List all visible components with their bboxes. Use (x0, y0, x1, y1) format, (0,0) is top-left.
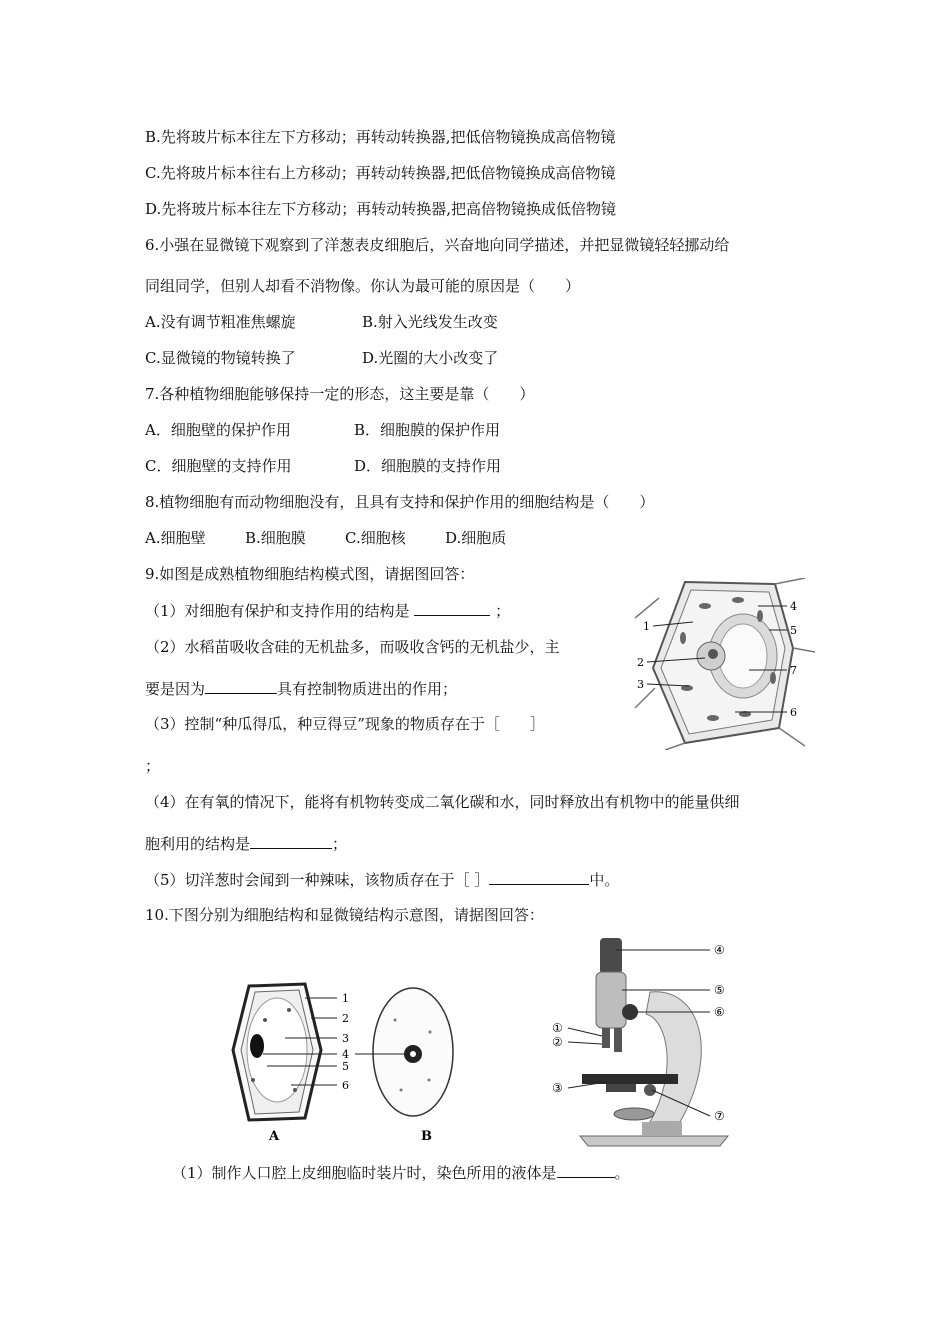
q9-part1-blank[interactable] (414, 600, 490, 616)
q10-part1-end: 。 (614, 1164, 630, 1182)
q7-option-a: A．细胞壁的保护作用 (145, 421, 291, 439)
cell-label-5: 5 (342, 1060, 349, 1073)
cell-label-3: 3 (342, 1032, 349, 1045)
q7-option-d: D．细胞膜的支持作用 (354, 457, 502, 475)
q9-stem: 9.如图是成熟植物细胞结构模式图，请据图回答： (145, 565, 475, 583)
plant-label-1: 1 (643, 620, 650, 633)
q9-part1-text: （1）对细胞有保护和支持作用的结构是 (145, 602, 410, 620)
cell-label-6: 6 (342, 1079, 349, 1092)
q6-stem-line1: 6.小强在显微镜下观察到了洋葱表皮细胞后，兴奋地向同学描述，并把显微镜轻轻挪动给 (145, 236, 730, 254)
micro-label-5: ⑤ (714, 983, 725, 997)
q10-part1-blank[interactable] (557, 1162, 615, 1178)
q9-part2-lead: 要是因为 (145, 680, 206, 698)
cell-a-caption: A (269, 1129, 280, 1144)
cell-label-1: 1 (342, 992, 349, 1005)
q8-stem: 8.植物细胞有而动物细胞没有，且具有支持和保护作用的细胞结构是（ ） (145, 493, 655, 511)
q8-option-b: B.细胞膜 (245, 529, 306, 547)
q9-part5-end: 中。 (589, 871, 620, 889)
q9-part1-end: ； (495, 602, 511, 620)
plant-label-6: 6 (790, 706, 797, 719)
q5-option-c: C.先将玻片标本往右上方移动；再转动转换器,把低倍物镜换成高倍物镜 (145, 164, 616, 182)
q9-part2-line2 (145, 678, 457, 699)
cell-label-2: 2 (342, 1012, 349, 1025)
q7-option-c: C．细胞壁的支持作用 (145, 457, 292, 475)
q9-part4-line1: （4）在有氧的情况下，能将有机物转变成二氧化碳和水，同时释放出有机物中的能量供细 (145, 793, 740, 811)
q9-part2-blank[interactable] (205, 678, 277, 694)
q9-part2-tail: 具有控制物质进出的作用； (277, 680, 458, 698)
q9-part4-line2 (145, 833, 347, 854)
micro-label-4: ④ (714, 943, 725, 957)
q9-part3-end: ； (145, 757, 161, 775)
q7-option-b: B．细胞膜的保护作用 (354, 421, 501, 439)
micro-label-7: ⑦ (714, 1109, 725, 1123)
micro-label-3: ③ (552, 1081, 563, 1095)
q10-part1-text: （1）制作人口腔上皮细胞临时装片时，染色所用的液体是 (172, 1164, 557, 1182)
q6-option-a: A.没有调节粗准焦螺旋 (145, 313, 296, 331)
q9-part5-blank[interactable] (489, 869, 589, 885)
plant-label-2: 2 (637, 656, 644, 669)
q7-stem: 7.各种植物细胞能够保持一定的形态，这主要是靠（ ） (145, 385, 535, 403)
q9-part5 (145, 869, 619, 890)
q9-part1 (145, 600, 510, 621)
q6-option-b: B.射入光线发生改变 (362, 313, 498, 331)
q8-option-a: A.细胞壁 (145, 529, 206, 547)
micro-label-6: ⑥ (714, 1005, 725, 1019)
q6-option-d: D.光圈的大小改变了 (362, 349, 499, 367)
q9-part4-end: ； (332, 835, 348, 853)
q10-part1 (172, 1162, 630, 1183)
q5-option-d: D.先将玻片标本往左下方移动；再转动转换器,把高倍物镜换成低倍物镜 (145, 200, 617, 218)
cell-b-caption: B (421, 1129, 432, 1144)
q9-part5-text: （5）切洋葱时会闻到一种辣味，该物质存在于［ ］ (145, 871, 490, 889)
q9-part4-blank[interactable] (250, 833, 332, 849)
q8-option-c: C.细胞核 (345, 529, 406, 547)
q6-option-c: C.显微镜的物镜转换了 (145, 349, 296, 367)
plant-label-3: 3 (637, 678, 644, 691)
plant-label-7: 7 (790, 664, 797, 677)
q5-option-b: B.先将玻片标本往左下方移动；再转动转换器,把低倍物镜换成高倍物镜 (145, 128, 616, 146)
q9-part4-lead: 胞利用的结构是 (145, 835, 251, 853)
q9-part3: （3）控制“种瓜得瓜，种豆得豆”现象的物质存在于［ ］ (145, 715, 545, 733)
microscope-figure (550, 932, 750, 1150)
q8-option-d: D.细胞质 (445, 529, 507, 547)
q6-stem-line2: 同组同学，但别人却看不消物像。你认为最可能的原因是（ ） (145, 277, 581, 295)
cells-figure (225, 980, 465, 1150)
micro-label-1: ① (552, 1021, 563, 1035)
plant-label-5: 5 (790, 624, 797, 637)
micro-label-2: ② (552, 1035, 563, 1049)
q10-stem: 10.下图分别为细胞结构和显微镜结构示意图，请据图回答： (145, 906, 544, 924)
q9-part2-line1: （2）水稻苗吸收含硅的无机盐多，而吸收含钙的无机盐少，主 (145, 638, 560, 656)
cell-label-4: 4 (342, 1048, 349, 1061)
plant-cell-figure (625, 578, 815, 750)
plant-label-4: 4 (790, 600, 797, 613)
